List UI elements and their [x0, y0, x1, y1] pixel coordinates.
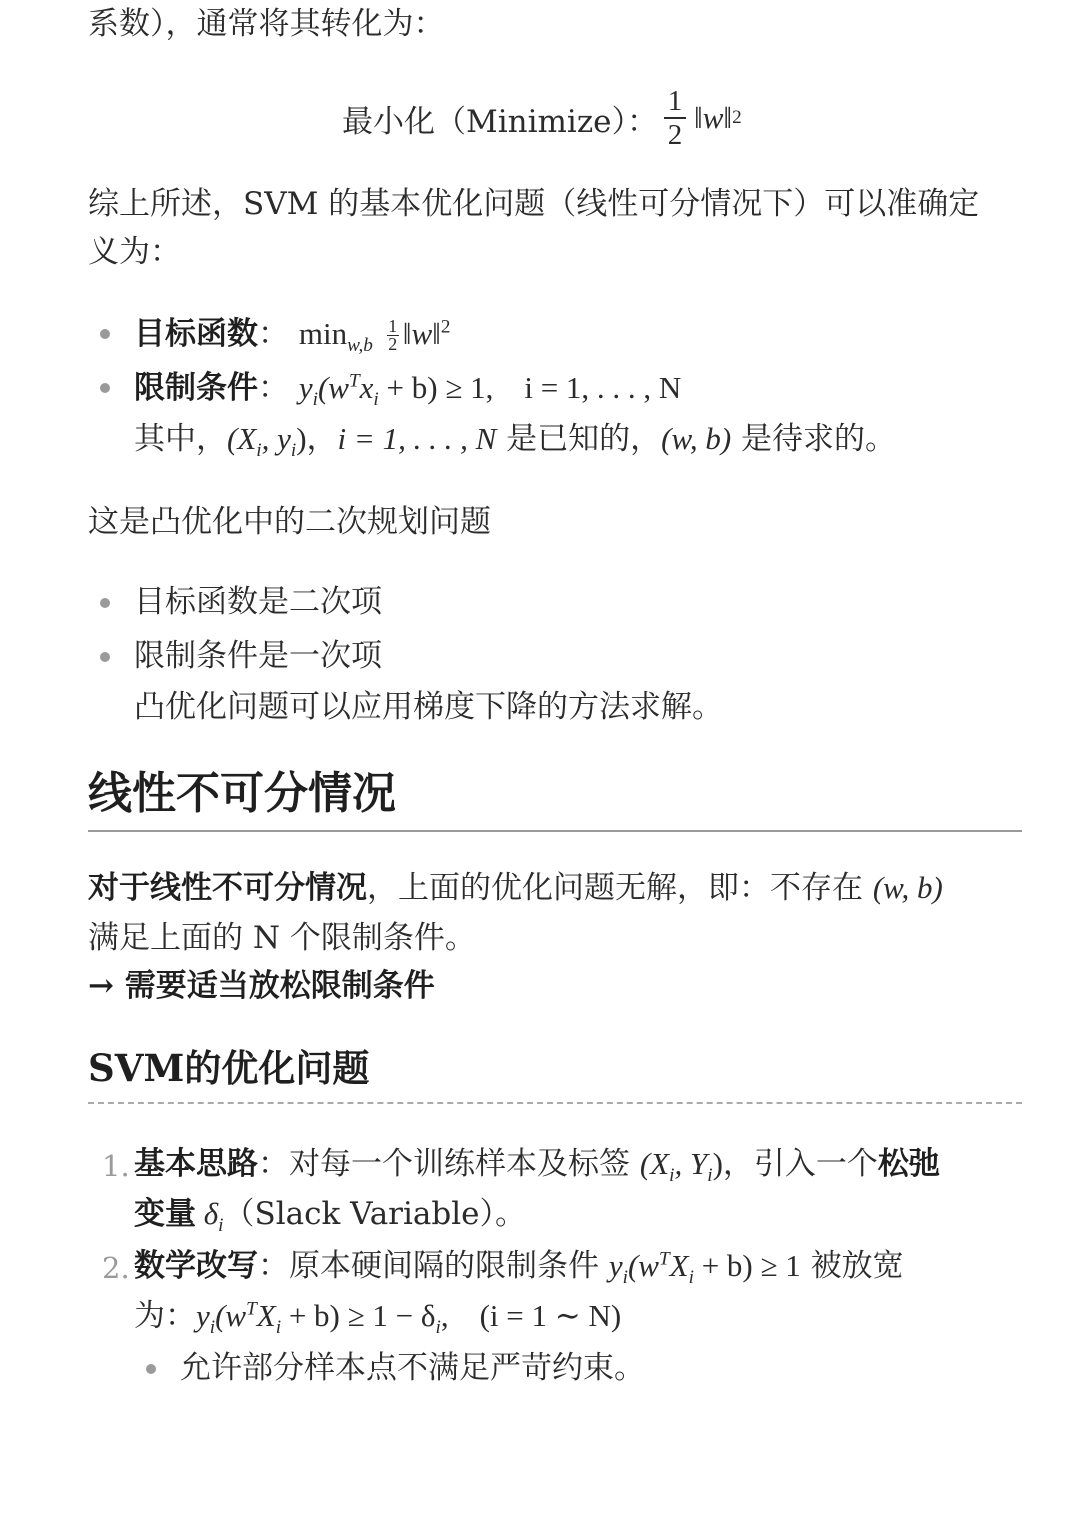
main-formula: 最小化（Minimize）： $\frac{1}{2}$ ‖w‖ 2	[342, 85, 742, 151]
list-item-objective: 目标函数： $\min_{w,b}$ $\frac{1}{2}$ ‖w‖$^2$	[134, 316, 451, 357]
section-heading: 线性不可分情况	[88, 768, 396, 819]
list-item: 目标函数是二次项	[134, 584, 382, 620]
bullet-dot	[100, 383, 110, 393]
constraint-note: 其中，($X_i$, $y_i$)，i = 1, . . . , N 是已知的，(w, b) 是待求的。	[134, 421, 897, 462]
ol-item-1-line-1: 基本思路：对每一个训练样本及标签 ($X_i$, $Y_i$)，引入一个松弛	[134, 1146, 940, 1187]
nonsep-paragraph-line-1: 对于线性不可分情况，上面的优化问题无解，即：不存在 (w, b)	[88, 870, 943, 906]
arrow-conclusion: → 需要适当放松限制条件	[88, 968, 435, 1004]
subheading-divider	[88, 1102, 1022, 1104]
list-item-note: 凸优化问题可以应用梯度下降的方法求解。	[134, 689, 723, 725]
subsection-heading: SVM的优化问题	[88, 1046, 370, 1090]
qp-paragraph: 这是凸优化中的二次规划问题	[88, 504, 491, 540]
heading-divider	[88, 830, 1022, 832]
ol-item-1-line-2: 变量 $\delta_i(Slack$ Variable）。	[134, 1196, 526, 1237]
bullet-dot	[100, 329, 110, 339]
fraction: $\frac{1}{2}$	[664, 85, 686, 151]
bullet-dot	[100, 598, 110, 608]
list-number: 1.	[102, 1149, 130, 1183]
bullet-dot	[100, 652, 110, 662]
sub-list-item: 允许部分样本点不满足严苛约束。	[180, 1350, 645, 1386]
list-item: 限制条件是一次项	[134, 638, 382, 674]
summary-line-2: 义为：	[88, 234, 181, 270]
list-number: 2.	[102, 1251, 130, 1285]
formula-label: 最小化（Minimize）：	[342, 103, 659, 140]
bullet-dot	[146, 1364, 156, 1374]
nonsep-paragraph-line-2: 满足上面的 N 个限制条件。	[88, 920, 476, 956]
paragraph-top: 系数），通常将其转化为：	[88, 6, 445, 42]
norm-w: ‖w‖	[694, 100, 733, 135]
ol-item-2-line-1: 数学改写：原本硬间隔的限制条件 $y_i(w^TX_i + b) \ge 1$ 被放宽	[134, 1248, 904, 1289]
list-item-constraint: 限制条件： $y_i(w^Tx_i + b) \ge 1$, i = 1, . . . , N	[134, 370, 682, 411]
summary-line-1: 综上所述，SVM 的基本优化问题（线性可分情况下）可以准确定	[88, 186, 980, 222]
ol-item-2-line-2: 为：$y_i(w^TX_i + b) \ge 1 - \delta_i$, (i = 1 ∼ N)	[134, 1298, 622, 1339]
